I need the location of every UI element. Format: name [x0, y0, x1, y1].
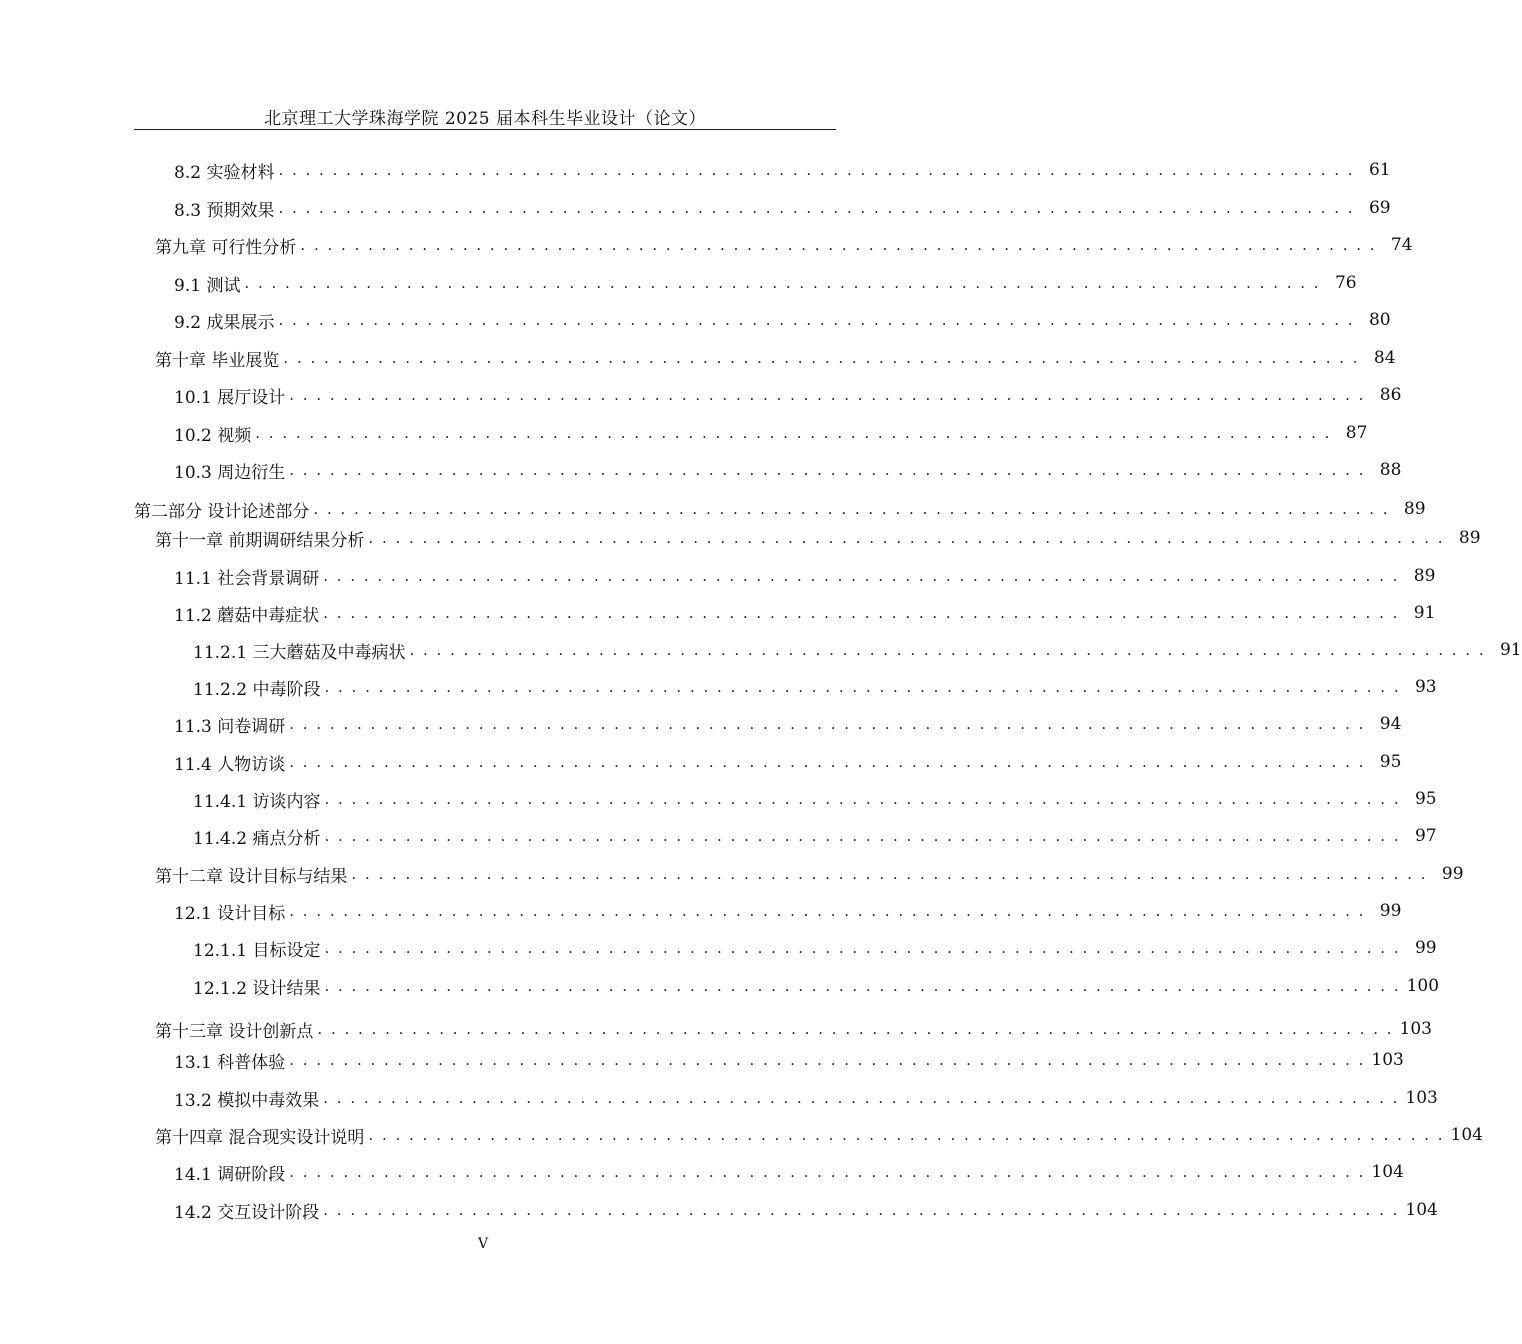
- toc-entry-title: 14.1 调研阶段: [174, 1164, 286, 1185]
- toc-entry-title: 11.4.2 痛点分析: [193, 828, 321, 849]
- toc-leader-dots: . . . . . . . . . . . . . . . . . . . . . . . . . . . . . . . . . . . . . . . . . . . . . . . . . . . . . . . . . . . . . . . . . . . . . . . . . . . . . . . .: [289, 753, 1366, 771]
- toc-entry-page: 74: [1390, 235, 1413, 255]
- toc-entry-page: 94: [1379, 714, 1402, 734]
- page-number: V: [477, 1236, 489, 1252]
- toc-entry-page: 89: [1458, 528, 1481, 548]
- toc-entry[interactable]: [193, 973, 1440, 999]
- toc-entry-title: 13.1 科普体验: [174, 1052, 286, 1073]
- toc-entry[interactable]: [134, 496, 1426, 522]
- toc-entry-title: 11.3 问卷调研: [174, 716, 286, 737]
- toc-entry[interactable]: [155, 861, 1464, 887]
- toc-entry-page: 61: [1368, 160, 1391, 180]
- toc-entry-page: 103: [1399, 1019, 1432, 1039]
- toc-entry[interactable]: [155, 1016, 1432, 1042]
- toc-entry-title: 8.2 实验材料: [174, 162, 275, 183]
- toc-entry[interactable]: [193, 674, 1437, 700]
- toc-entry-page: 95: [1379, 752, 1402, 772]
- toc-entry-title: 11.2.2 中毒阶段: [193, 679, 321, 700]
- toc-entry[interactable]: [174, 420, 1368, 446]
- toc-entry-title: 第十章 毕业展览: [155, 350, 280, 371]
- toc-leader-dots: . . . . . . . . . . . . . . . . . . . . . . . . . . . . . . . . . . . . . . . . . . . . . . . . . . . . . . . . . . . . . . . . . . . . . . . . . . . . . . . .: [278, 311, 1355, 329]
- toc-entry-title: 10.2 视频: [174, 425, 252, 446]
- toc-leader-dots: . . . . . . . . . . . . . . . . . . . . . . . . . . . . . . . . . . . . . . . . . . . . . . . . . . . . . . . . . . . . . . . . . . . . . . . . . . . . . . . .: [289, 715, 1366, 733]
- toc-leader-dots: . . . . . . . . . . . . . . . . . . . . . . . . . . . . . . . . . . . . . . . . . . . . . . . . . . . . . . . . . . . . . . . . . . . . . . . . . . . . . . . .: [324, 678, 1401, 696]
- toc-entry[interactable]: [193, 637, 1522, 663]
- toc-entry-title: 第二部分 设计论述部分: [134, 501, 310, 522]
- toc-leader-dots: . . . . . . . . . . . . . . . . . . . . . . . . . . . . . . . . . . . . . . . . . . . . . . . . . . . . . . . . . . . . . . . . . . . . . . . . . . . . . . . .: [323, 1089, 1400, 1107]
- toc-entry[interactable]: [193, 823, 1437, 849]
- toc-entry-title: 10.3 周边衍生: [174, 462, 286, 483]
- toc-entry-page: 91: [1499, 640, 1522, 660]
- toc-entry-title: 第十三章 设计创新点: [155, 1021, 314, 1042]
- toc-leader-dots: . . . . . . . . . . . . . . . . . . . . . . . . . . . . . . . . . . . . . . . . . . . . . . . . . . . . . . . . . . . . . . . . . . . . . . . . . . . . . . . .: [283, 349, 1360, 367]
- toc-entry-page: 103: [1371, 1050, 1404, 1070]
- toc-entry-title: 第十四章 混合现实设计说明: [155, 1127, 365, 1148]
- toc-entry-title: 11.1 社会背景调研: [174, 568, 320, 589]
- toc-entry-page: 100: [1406, 976, 1440, 996]
- toc-entry-page: 99: [1441, 864, 1464, 884]
- toc-leader-dots: . . . . . . . . . . . . . . . . . . . . . . . . . . . . . . . . . . . . . . . . . . . . . . . . . . . . . . . . . . . . . . . . . . . . . . . . . . . . . . . .: [324, 790, 1401, 808]
- toc-leader-dots: . . . . . . . . . . . . . . . . . . . . . . . . . . . . . . . . . . . . . . . . . . . . . . . . . . . . . . . . . . . . . . . . . . . . . . . . . . . . . . . .: [278, 161, 1355, 179]
- toc-entry-title: 13.2 模拟中毒效果: [174, 1090, 320, 1111]
- toc-entry[interactable]: [174, 307, 1391, 333]
- toc-entry[interactable]: [155, 1122, 1483, 1148]
- toc-entry[interactable]: [174, 1159, 1404, 1185]
- toc-entry[interactable]: [155, 345, 1396, 371]
- toc-entry-title: 11.2.1 三大蘑菇及中毒病状: [193, 642, 406, 663]
- toc-entry-page: 99: [1414, 938, 1437, 958]
- toc-entry-title: 第十二章 设计目标与结果: [155, 866, 348, 887]
- toc-leader-dots: . . . . . . . . . . . . . . . . . . . . . . . . . . . . . . . . . . . . . . . . . . . . . . . . . . . . . . . . . . . . . . . . . . . . . . . . . . . . . . . .: [289, 386, 1366, 404]
- toc-leader-dots: . . . . . . . . . . . . . . . . . . . . . . . . . . . . . . . . . . . . . . . . . . . . . . . . . . . . . . . . . . . . . . . . . . . . . . . . . . . . . . . .: [368, 1126, 1445, 1144]
- toc-entry-title: 8.3 预期效果: [174, 200, 275, 221]
- toc-leader-dots: . . . . . . . . . . . . . . . . . . . . . . . . . . . . . . . . . . . . . . . . . . . . . . . . . . . . . . . . . . . . . . . . . . . . . . . . . . . . . . . .: [244, 274, 1321, 292]
- toc-entry-title: 11.2 蘑菇中毒症状: [174, 605, 320, 626]
- toc-entry-title: 11.4.1 访谈内容: [193, 791, 321, 812]
- toc-entry-page: 86: [1379, 385, 1402, 405]
- toc-entry-title: 12.1.1 目标设定: [193, 940, 321, 961]
- toc-entry-page: 87: [1345, 423, 1368, 443]
- toc-leader-dots: . . . . . . . . . . . . . . . . . . . . . . . . . . . . . . . . . . . . . . . . . . . . . . . . . . . . . . . . . . . . . . . . . . . . . . . . . . . . . . . .: [289, 1051, 1366, 1069]
- toc-entry-page: 104: [1450, 1125, 1483, 1145]
- toc-entry[interactable]: [193, 786, 1437, 812]
- toc-leader-dots: . . . . . . . . . . . . . . . . . . . . . . . . . . . . . . . . . . . . . . . . . . . . . . . . . . . . . . . . . . . . . . . . . . . . . . . . . . . . . . . .: [324, 939, 1401, 957]
- toc-leader-dots: . . . . . . . . . . . . . . . . . . . . . . . . . . . . . . . . . . . . . . . . . . . . . . . . . . . . . . . . . . . . . . . . . . . . . . . . . . . . . . . .: [323, 567, 1400, 585]
- toc-entry[interactable]: [174, 1085, 1438, 1111]
- toc-entry-page: 84: [1373, 348, 1396, 368]
- toc-leader-dots: . . . . . . . . . . . . . . . . . . . . . . . . . . . . . . . . . . . . . . . . . . . . . . . . . . . . . . . . . . . . . . . . . . . . . . . . . . . . . . . .: [255, 424, 1332, 442]
- toc-entry-page: 99: [1379, 901, 1402, 921]
- toc-entry-page: 89: [1403, 499, 1426, 519]
- toc-leader-dots: . . . . . . . . . . . . . . . . . . . . . . . . . . . . . . . . . . . . . . . . . . . . . . . . . . . . . . . . . . . . . . . . . . . . . . . . . . . . . . . .: [317, 1020, 1394, 1038]
- toc-entry-title: 14.2 交互设计阶段: [174, 1202, 320, 1223]
- toc-entry-title: 9.1 测试: [174, 275, 241, 296]
- toc-entry-page: 69: [1368, 198, 1391, 218]
- toc-entry[interactable]: [155, 525, 1481, 551]
- toc-entry-page: 91: [1413, 603, 1436, 623]
- toc-entry-page: 89: [1413, 566, 1436, 586]
- toc-entry-title: 11.4 人物访谈: [174, 754, 286, 775]
- toc-entry[interactable]: [174, 382, 1402, 408]
- toc-entry[interactable]: [174, 600, 1436, 626]
- toc-entry[interactable]: [174, 563, 1436, 589]
- toc-leader-dots: . . . . . . . . . . . . . . . . . . . . . . . . . . . . . . . . . . . . . . . . . . . . . . . . . . . . . . . . . . . . . . . . . . . . . . . . . . . . . . . .: [289, 902, 1366, 920]
- toc-entry[interactable]: [174, 749, 1402, 775]
- toc-entry[interactable]: [174, 270, 1357, 296]
- toc-entry-page: 88: [1379, 460, 1402, 480]
- toc-entry-page: 103: [1405, 1088, 1438, 1108]
- toc-entry-page: 97: [1414, 826, 1437, 846]
- toc-leader-dots: . . . . . . . . . . . . . . . . . . . . . . . . . . . . . . . . . . . . . . . . . . . . . . . . . . . . . . . . . . . . . . . . . . . . . . . . . . . . . . . .: [300, 236, 1377, 254]
- toc-entry[interactable]: [174, 1197, 1438, 1223]
- toc-entry[interactable]: [193, 935, 1437, 961]
- toc-leader-dots: . . . . . . . . . . . . . . . . . . . . . . . . . . . . . . . . . . . . . . . . . . . . . . . . . . . . . . . . . . . . . . . . . . . . . . . . . . . . . . . .: [278, 199, 1355, 217]
- toc-leader-dots: . . . . . . . . . . . . . . . . . . . . . . . . . . . . . . . . . . . . . . . . . . . . . . . . . . . . . . . . . . . . . . . . . . . . . . . . . . . . . . . .: [289, 1163, 1366, 1181]
- toc-entry-page: 76: [1334, 273, 1357, 293]
- toc-entry[interactable]: [174, 457, 1402, 483]
- toc-entry-page: 95: [1414, 789, 1437, 809]
- toc-entry[interactable]: [174, 195, 1391, 221]
- toc-leader-dots: . . . . . . . . . . . . . . . . . . . . . . . . . . . . . . . . . . . . . . . . . . . . . . . . . . . . . . . . . . . . . . . . . . . . . . . . . . . . . . . .: [351, 865, 1428, 883]
- toc-entry[interactable]: [174, 157, 1391, 183]
- toc-entry-page: 104: [1371, 1162, 1404, 1182]
- toc-leader-dots: . . . . . . . . . . . . . . . . . . . . . . . . . . . . . . . . . . . . . . . . . . . . . . . . . . . . . . . . . . . . . . . . . . . . . . . . . . . . . . . .: [323, 604, 1400, 622]
- toc-entry-title: 9.2 成果展示: [174, 312, 275, 333]
- toc-entry-title: 第十一章 前期调研结果分析: [155, 530, 365, 551]
- toc-entry-page: 93: [1414, 677, 1437, 697]
- toc-leader-dots: . . . . . . . . . . . . . . . . . . . . . . . . . . . . . . . . . . . . . . . . . . . . . . . . . . . . . . . . . . . . . . . . . . . . . . . . . . . . . . . .: [323, 1201, 1400, 1219]
- toc-entry[interactable]: [174, 898, 1402, 924]
- toc-entry-title: 12.1 设计目标: [174, 903, 286, 924]
- toc-entry-page: 80: [1368, 310, 1391, 330]
- toc-leader-dots: . . . . . . . . . . . . . . . . . . . . . . . . . . . . . . . . . . . . . . . . . . . . . . . . . . . . . . . . . . . . . . . . . . . . . . . . . . . . . . . .: [313, 500, 1390, 518]
- toc-entry-title: 10.1 展厅设计: [174, 387, 286, 408]
- toc-entry[interactable]: [155, 232, 1413, 258]
- toc-leader-dots: . . . . . . . . . . . . . . . . . . . . . . . . . . . . . . . . . . . . . . . . . . . . . . . . . . . . . . . . . . . . . . . . . . . . . . . . . . . . . . . .: [324, 827, 1401, 845]
- toc-entry-title: 第九章 可行性分析: [155, 237, 297, 258]
- toc-leader-dots: . . . . . . . . . . . . . . . . . . . . . . . . . . . . . . . . . . . . . . . . . . . . . . . . . . . . . . . . . . . . . . . . . . . . . . . . . . . . . . . .: [289, 461, 1366, 479]
- toc-leader-dots: . . . . . . . . . . . . . . . . . . . . . . . . . . . . . . . . . . . . . . . . . . . . . . . . . . . . . . . . . . . . . . . . . . . . . . . . . . . . . . . .: [409, 641, 1486, 659]
- toc-leader-dots: . . . . . . . . . . . . . . . . . . . . . . . . . . . . . . . . . . . . . . . . . . . . . . . . . . . . . . . . . . . . . . . . . . . . . . . . . . . . . . . .: [324, 977, 1401, 995]
- toc-entry-title: 12.1.2 设计结果: [193, 978, 321, 999]
- toc-leader-dots: . . . . . . . . . . . . . . . . . . . . . . . . . . . . . . . . . . . . . . . . . . . . . . . . . . . . . . . . . . . . . . . . . . . . . . . . . . . . . . . .: [368, 529, 1445, 547]
- toc-entry[interactable]: [174, 1047, 1404, 1073]
- toc-entry[interactable]: [174, 711, 1402, 737]
- running-header: 北京理工大学珠海学院 2025 届本科生毕业设计（论文）: [263, 109, 707, 129]
- toc-entry-page: 104: [1405, 1200, 1438, 1220]
